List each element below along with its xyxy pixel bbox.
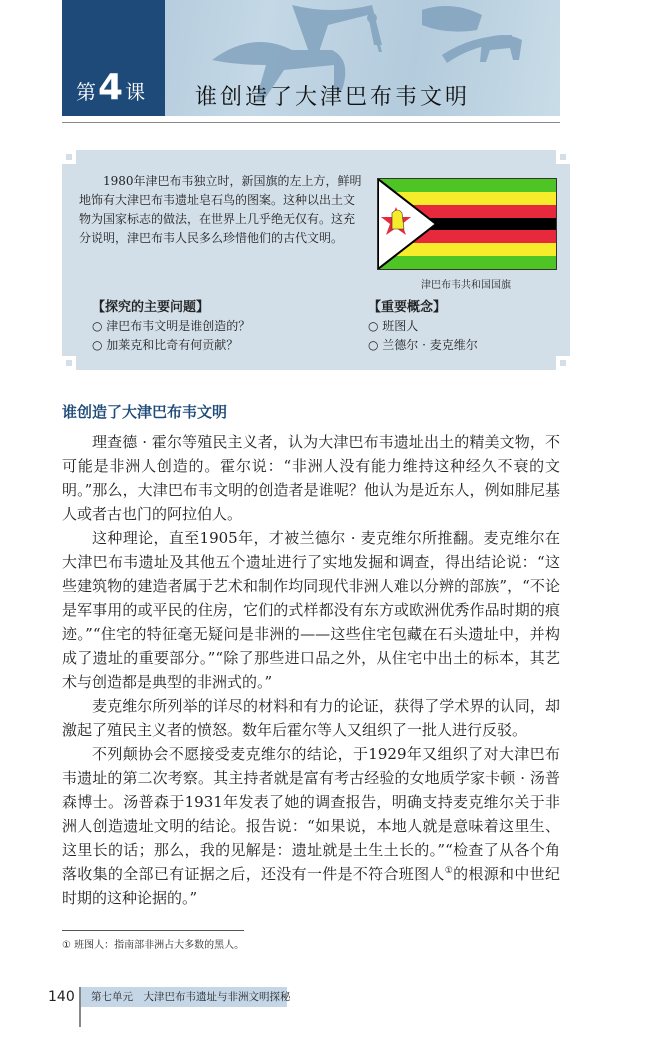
question-item: ○ 津巴布韦文明是谁创造的？ xyxy=(92,319,251,333)
corner-mark xyxy=(556,356,570,370)
intro-text: 1980年津巴布韦独立时，新国旗的左上方，鲜明地饰有大津巴布韦遗址皂石鸟的图案。这种以出土文物为国家标志的做法，在世界上几乎绝无仅有。这充分说明，津巴布韦人民多么珍惜他们的古代文明。 xyxy=(79,174,362,245)
questions-heading: 【探究的主要问题】 xyxy=(92,300,210,315)
corner-mark xyxy=(62,356,76,370)
lesson-prefix: 第 xyxy=(76,80,96,104)
body-text xyxy=(62,430,560,910)
question-item: ○ 加莱克和比奇有何贡献？ xyxy=(92,338,239,352)
section-heading: 谁创造了大津巴布韦文明 xyxy=(62,403,228,421)
concept-item: ○ 班图人 xyxy=(368,319,419,333)
unit-footer: 第七单元 大津巴布韦遗址与非洲文明探秘 xyxy=(79,987,287,1007)
page-footer xyxy=(48,987,560,1027)
corner-mark xyxy=(556,150,570,164)
footnote: ① 班图人：指南部非洲占大多数的黑人。 xyxy=(62,940,245,951)
lesson-suffix: 课 xyxy=(125,80,146,104)
lesson-number: 4 xyxy=(98,67,124,108)
flag-caption: 津巴布韦共和国国旗 xyxy=(421,280,511,291)
concept-item: ○ 兰德尔 · 麦克维尔 xyxy=(368,338,478,352)
footnote-divider xyxy=(62,930,244,931)
paragraph-text: 不列颠协会不愿接受麦克维尔的结论，于1929年又组织了对大津巴布韦遗址的第二次考察。其主持者就是富有考古经验的女地质学家卡顿 · 汤普森博士。汤普森于1931年发表了她的调查报告，明确支持麦克维尔关于非洲人创造遗址文明的结论。报告说：“如果说，本地人就是意味着这里生、这里长的话；那么，我的见解是：遗址就是土生土长的。”“检查了从各个角落收集的全部已有证据之后，还没有一件是不符合班图人 xyxy=(62,745,560,883)
zimbabwe-flag-image xyxy=(377,178,557,270)
concepts-heading: 【重要概念】 xyxy=(368,300,447,315)
header-divider xyxy=(62,122,560,123)
lesson-number-badge xyxy=(62,0,165,116)
paragraph-text: 的根源和中世纪时期的这种论据的。” xyxy=(62,865,560,907)
lesson-title: 谁创造了大津巴布韦文明 xyxy=(195,85,471,110)
paragraph: 麦克维尔所列举的详尽的材料和有力的论证，获得了学术界的认同，却激起了殖民主义者的愤怒。数年后霍尔等人又组织了一批人进行反驳。 xyxy=(62,697,560,739)
paragraph xyxy=(62,742,560,910)
paragraph: 理查德 · 霍尔等殖民主义者，认为大津巴布韦遗址出土的精美文物，不可能是非洲人创造的。霍尔说：“非洲人没有能力维持这种经久不衰的文明。”那么，大津巴布韦文明的创造者是谁呢？他认为是近东人，例如腓尼基人或者古也门的阿拉伯人。 xyxy=(62,433,560,523)
intro-box xyxy=(62,150,570,370)
corner-mark xyxy=(62,150,76,164)
main-content xyxy=(48,402,560,1047)
key-concepts xyxy=(368,298,558,355)
paragraph: 这种理论，直至1905年，才被兰德尔 · 麦克维尔所推翻。麦克维尔在大津巴布韦遗址及其他五个遗址进行了实地发掘和调查，得出结论说：“这些建筑物的建造者属于艺术和制作均同现代非洲人难以分辨的部族”，“不论是军事用的或平民的住房，它们的式样都没有东方或欧洲优秀作品时期的痕迹。”“住宅的特征毫无疑问是非洲的——这些住宅包藏在石头遗址中，并构成了遗址的重要部分。”“除了那些进口品之外，从住宅中出土的标本，其艺术与创造都是典型的非洲式的。” xyxy=(62,529,560,691)
inquiry-questions xyxy=(92,298,352,355)
page-number: 140 xyxy=(48,989,75,1005)
footer-line xyxy=(79,1007,81,1027)
footnote-ref[interactable]: ① xyxy=(444,866,454,876)
